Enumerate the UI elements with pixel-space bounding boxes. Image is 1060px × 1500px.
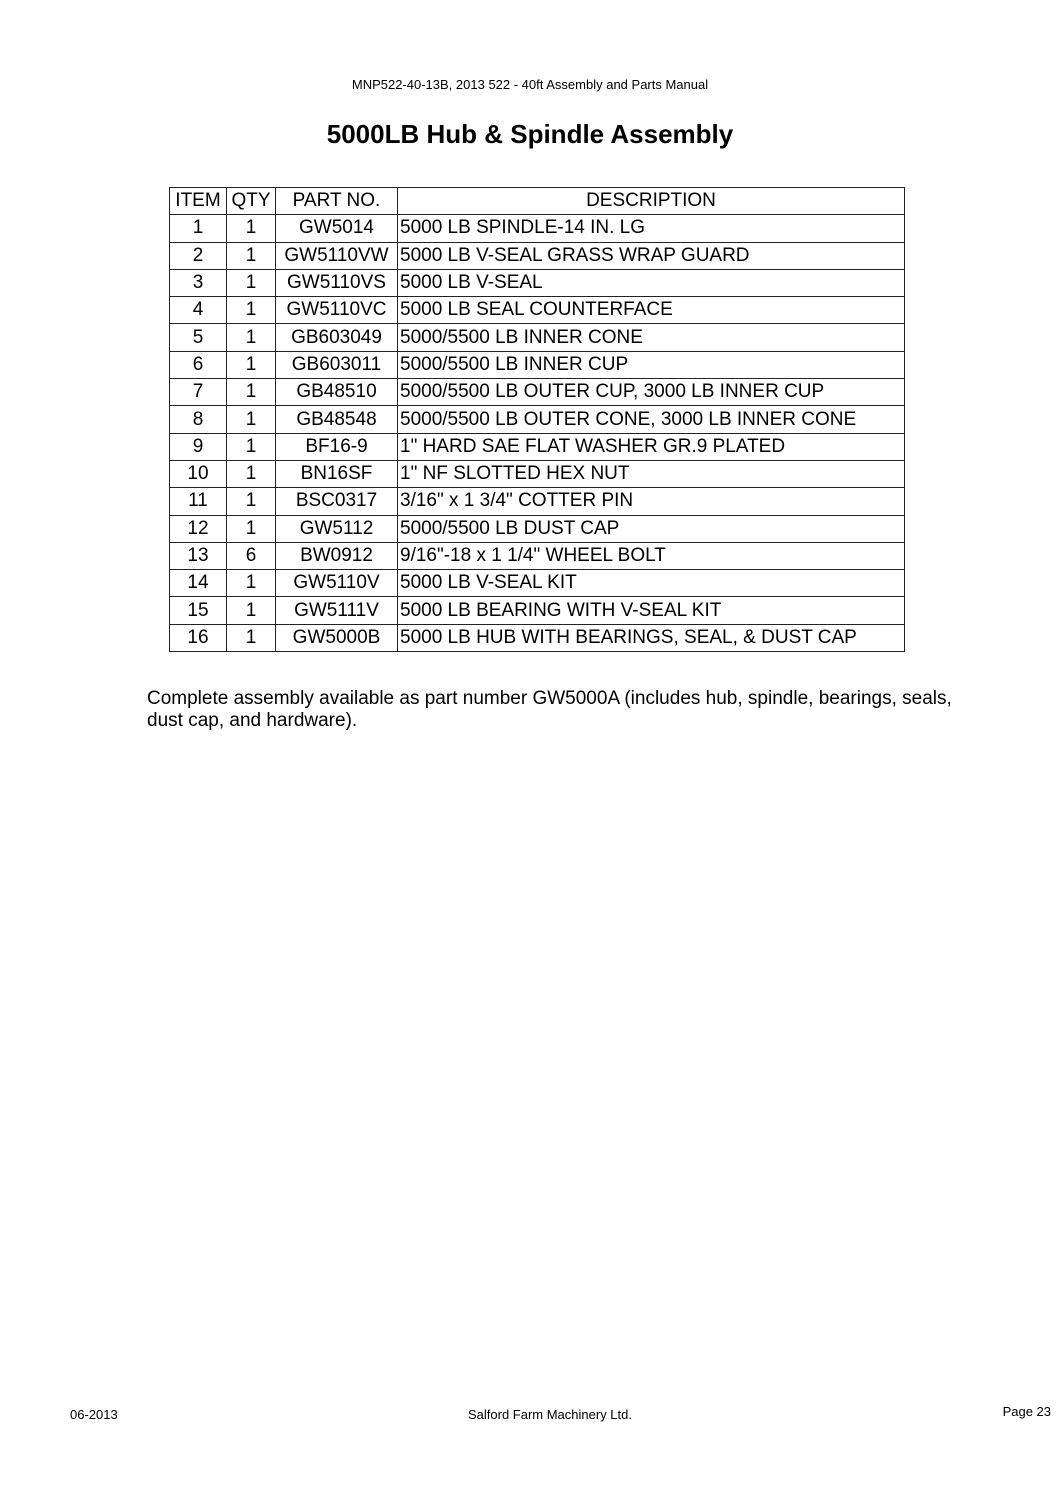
table-row bbox=[170, 297, 905, 324]
cell-description: 1" NF SLOTTED HEX NUT bbox=[398, 460, 905, 487]
cell-description: 5000/5500 LB INNER CUP bbox=[398, 351, 905, 378]
cell-description: 5000 LB BEARING WITH V-SEAL KIT bbox=[398, 597, 905, 624]
cell-item: 3 bbox=[170, 269, 227, 296]
cell-description: 5000/5500 LB OUTER CUP, 3000 LB INNER CUP bbox=[398, 379, 905, 406]
cell-item: 10 bbox=[170, 460, 227, 487]
cell-part-no: GW5110VS bbox=[276, 269, 398, 296]
parts-table bbox=[169, 187, 905, 652]
cell-description: 1" HARD SAE FLAT WASHER GR.9 PLATED bbox=[398, 433, 905, 460]
cell-description: 5000 LB V-SEAL KIT bbox=[398, 570, 905, 597]
cell-description: 5000 LB SPINDLE-14 IN. LG bbox=[398, 215, 905, 242]
cell-qty: 1 bbox=[227, 433, 276, 460]
cell-qty: 1 bbox=[227, 242, 276, 269]
cell-item: 8 bbox=[170, 406, 227, 433]
cell-description: 5000 LB V-SEAL bbox=[398, 269, 905, 296]
cell-item: 13 bbox=[170, 542, 227, 569]
cell-description: 5000/5500 LB INNER CONE bbox=[398, 324, 905, 351]
cell-part-no: GB48510 bbox=[276, 379, 398, 406]
manual-header: MNP522-40-13B, 2013 522 - 40ft Assembly and Parts Manual bbox=[351, 77, 709, 92]
cell-part-no: GW5014 bbox=[276, 215, 398, 242]
page-title: 5000LB Hub & Spindle Assembly bbox=[326, 119, 734, 149]
table-header-row bbox=[170, 188, 905, 215]
table-row bbox=[170, 215, 905, 242]
column-header-item: ITEM bbox=[170, 188, 227, 215]
table-row bbox=[170, 351, 905, 378]
cell-item: 2 bbox=[170, 242, 227, 269]
cell-part-no: BW0912 bbox=[276, 542, 398, 569]
cell-qty: 6 bbox=[227, 542, 276, 569]
cell-item: 14 bbox=[170, 570, 227, 597]
table-row bbox=[170, 488, 905, 515]
cell-part-no: GW5112 bbox=[276, 515, 398, 542]
cell-qty: 1 bbox=[227, 624, 276, 651]
cell-description: 9/16"-18 x 1 1/4" WHEEL BOLT bbox=[398, 542, 905, 569]
cell-item: 5 bbox=[170, 324, 227, 351]
table-row bbox=[170, 379, 905, 406]
cell-qty: 1 bbox=[227, 297, 276, 324]
column-header-part-no: PART NO. bbox=[276, 188, 398, 215]
assembly-note: Complete assembly available as part number GW5000A (includes hub, spindle, bearings, seals, dust cap, and hardware). bbox=[147, 688, 952, 731]
cell-part-no: GW5110VC bbox=[276, 297, 398, 324]
cell-part-no: GB603011 bbox=[276, 351, 398, 378]
cell-part-no: BN16SF bbox=[276, 460, 398, 487]
cell-part-no: GB603049 bbox=[276, 324, 398, 351]
cell-qty: 1 bbox=[227, 269, 276, 296]
cell-qty: 1 bbox=[227, 351, 276, 378]
cell-item: 4 bbox=[170, 297, 227, 324]
table-row bbox=[170, 570, 905, 597]
footer-date: 06-2013 bbox=[70, 1407, 118, 1422]
footer-page-number: Page 23 bbox=[1002, 1404, 1051, 1419]
cell-description: 5000/5500 LB OUTER CONE, 3000 LB INNER CONE bbox=[398, 406, 905, 433]
cell-part-no: GW5000B bbox=[276, 624, 398, 651]
cell-item: 6 bbox=[170, 351, 227, 378]
cell-item: 9 bbox=[170, 433, 227, 460]
column-header-description: DESCRIPTION bbox=[398, 188, 905, 215]
cell-qty: 1 bbox=[227, 324, 276, 351]
column-header-qty: QTY bbox=[227, 188, 276, 215]
cell-qty: 1 bbox=[227, 515, 276, 542]
cell-qty: 1 bbox=[227, 460, 276, 487]
cell-qty: 1 bbox=[227, 597, 276, 624]
table-row bbox=[170, 406, 905, 433]
cell-item: 7 bbox=[170, 379, 227, 406]
cell-description: 3/16" x 1 3/4" COTTER PIN bbox=[398, 488, 905, 515]
cell-item: 1 bbox=[170, 215, 227, 242]
cell-part-no: GW5111V bbox=[276, 597, 398, 624]
table-row bbox=[170, 269, 905, 296]
cell-item: 12 bbox=[170, 515, 227, 542]
table-row bbox=[170, 624, 905, 651]
cell-qty: 1 bbox=[227, 215, 276, 242]
table-row bbox=[170, 597, 905, 624]
cell-part-no: BSC0317 bbox=[276, 488, 398, 515]
parts-table-body bbox=[170, 215, 905, 652]
cell-item: 15 bbox=[170, 597, 227, 624]
cell-qty: 1 bbox=[227, 406, 276, 433]
footer-company: Salford Farm Machinery Ltd. bbox=[467, 1407, 632, 1422]
cell-description: 5000 LB HUB WITH BEARINGS, SEAL, & DUST CAP bbox=[398, 624, 905, 651]
table-row bbox=[170, 515, 905, 542]
cell-part-no: GB48548 bbox=[276, 406, 398, 433]
cell-qty: 1 bbox=[227, 570, 276, 597]
table-row bbox=[170, 460, 905, 487]
cell-item: 16 bbox=[170, 624, 227, 651]
cell-part-no: BF16-9 bbox=[276, 433, 398, 460]
table-row bbox=[170, 542, 905, 569]
cell-qty: 1 bbox=[227, 488, 276, 515]
table-row bbox=[170, 433, 905, 460]
cell-description: 5000 LB V-SEAL GRASS WRAP GUARD bbox=[398, 242, 905, 269]
cell-qty: 1 bbox=[227, 379, 276, 406]
cell-description: 5000/5500 LB DUST CAP bbox=[398, 515, 905, 542]
table-row bbox=[170, 242, 905, 269]
table-row bbox=[170, 324, 905, 351]
cell-description: 5000 LB SEAL COUNTERFACE bbox=[398, 297, 905, 324]
cell-part-no: GW5110VW bbox=[276, 242, 398, 269]
cell-item: 11 bbox=[170, 488, 227, 515]
cell-part-no: GW5110V bbox=[276, 570, 398, 597]
